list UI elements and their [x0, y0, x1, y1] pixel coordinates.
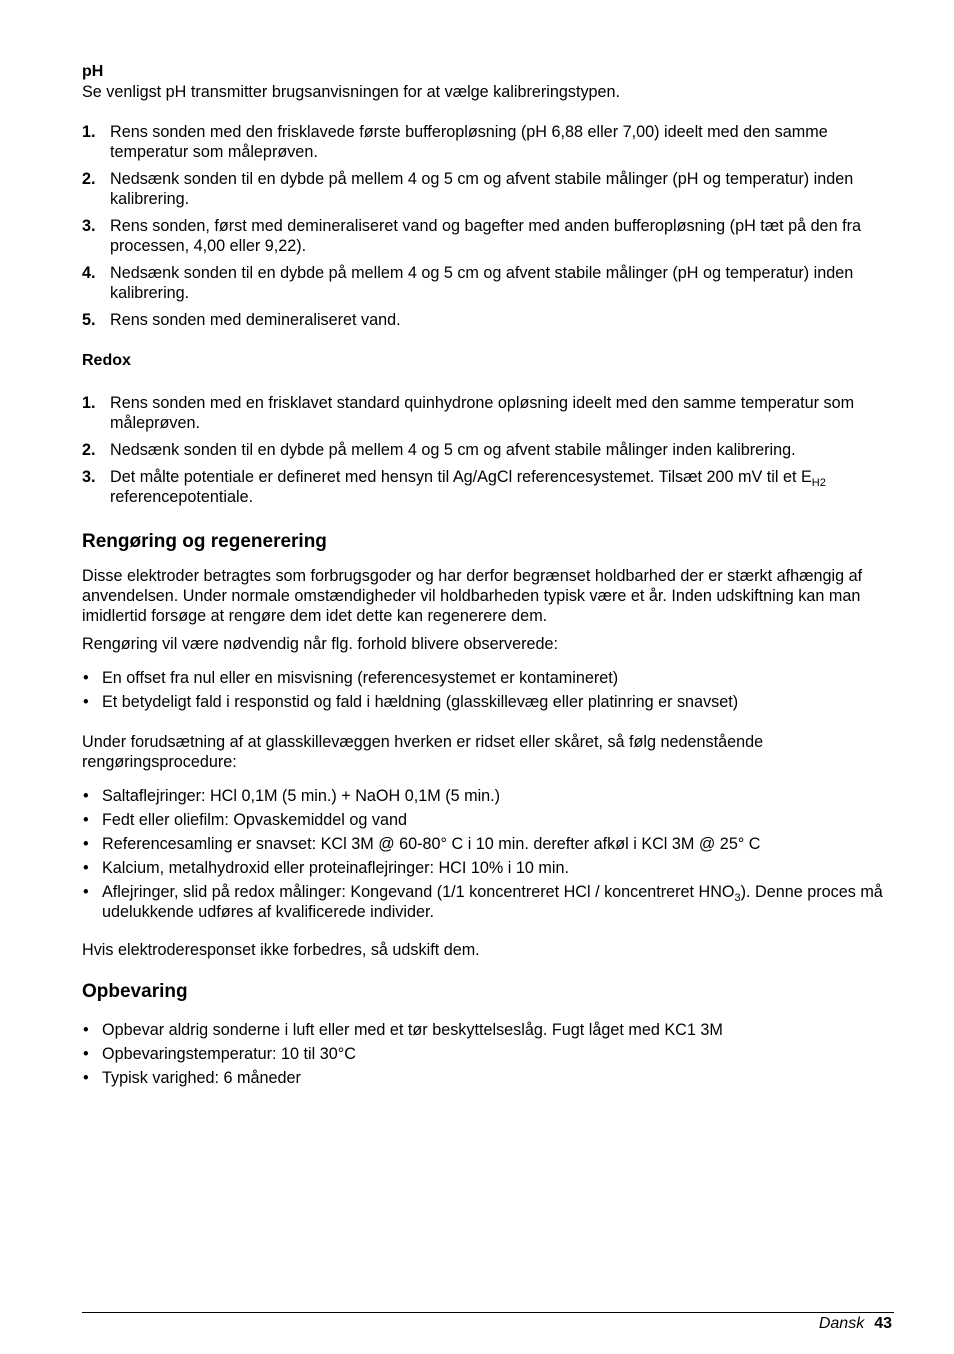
- step-text: Rens sonden med den frisklavede første bufferopløsning (pH 6,88 eller 7,00) ideelt med den samme temperatur som måleprøven.: [110, 123, 828, 161]
- bullet: •: [83, 835, 89, 853]
- list-item: [82, 393, 894, 433]
- storage-list: [82, 1020, 894, 1088]
- item-text: En offset fra nul eller en misvisning (referencesystemet er kontamineret): [102, 669, 619, 687]
- redox-heading: Redox: [82, 352, 131, 369]
- list-item: [82, 169, 894, 209]
- footer-language: Dansk: [818, 1315, 865, 1332]
- bullet: •: [83, 669, 89, 687]
- bullet: •: [83, 859, 89, 877]
- procedures-list: [82, 786, 894, 922]
- footer-text: [819, 1314, 892, 1334]
- ph-steps: [82, 122, 894, 330]
- bullet: •: [83, 1021, 89, 1039]
- list-item: [82, 882, 894, 922]
- step-number: 5.: [82, 311, 96, 329]
- conditions-list: [82, 668, 894, 712]
- list-item: [82, 216, 894, 256]
- list-item: [82, 786, 894, 806]
- list-item: [82, 1020, 894, 1040]
- subscript: H2: [811, 477, 826, 489]
- step-number: 2.: [82, 441, 96, 459]
- bullet: •: [83, 883, 89, 901]
- bullet: •: [83, 693, 89, 711]
- step-number: 1.: [82, 123, 96, 141]
- list-item: [82, 858, 894, 878]
- item-text: Kalcium, metalhydroxid eller proteinaflejringer: HCI 10% i 10 min.: [102, 859, 569, 877]
- step-number: 2.: [82, 170, 96, 188]
- page-number: 43: [874, 1315, 892, 1332]
- step-text: Rens sonden med demineraliseret vand.: [110, 311, 401, 329]
- bullet: •: [83, 1069, 89, 1087]
- storage-heading: Opbevaring: [82, 981, 188, 1002]
- cleaning-para-1: Disse elektroder betragtes som forbrugsgoder og har derfor begrænset holdbarhed der er stærkt afhængig af anvendelsen. Under normale omstændigheder vil holdbarheden typisk være et år. Inden udskiftning kan man imidlertid forsøge at rengøre dem idet dette kan regenerere dem.: [82, 567, 863, 625]
- list-item: [82, 810, 894, 830]
- subscript: 3: [734, 892, 741, 904]
- step-number: 3.: [82, 468, 96, 486]
- item-text: Fedt eller oliefilm: Opvaskemiddel og vand: [102, 811, 408, 829]
- item-text: Saltaflejringer: HCl 0,1M (5 min.) + NaOH 0,1M (5 min.): [102, 787, 501, 805]
- bullet: •: [83, 1045, 89, 1063]
- list-item: [82, 263, 894, 303]
- list-item: [82, 467, 894, 507]
- step-number: 1.: [82, 394, 96, 412]
- list-item: [82, 1068, 894, 1088]
- page-content: [82, 62, 894, 1092]
- item-text: Et betydeligt fald i responstid og fald i hældning (glasskillevæg eller platinring er snavset): [102, 693, 739, 711]
- list-item: [82, 122, 894, 162]
- cleaning-para-4: Hvis elektroderesponset ikke forbedres, så udskift dem.: [82, 941, 480, 959]
- page-footer: [82, 1312, 894, 1332]
- step-text: Nedsænk sonden til en dybde på mellem 4 og 5 cm og afvent stabile målinger inden kalibrering.: [110, 441, 796, 459]
- redox-steps: [82, 393, 894, 507]
- bullet: •: [83, 787, 89, 805]
- list-item: [82, 668, 894, 688]
- list-item: [82, 440, 894, 460]
- list-item: [82, 310, 894, 330]
- item-text: Typisk varighed: 6 måneder: [102, 1069, 301, 1087]
- item-text: Referencesamling er snavset: KCl 3M @ 60-80° C i 10 min. derefter afkøl i KCl 3M @ 25° C: [102, 835, 761, 853]
- step-text: Rens sonden, først med demineraliseret vand og bagefter med anden bufferopløsning (pH tæt på den fra processen, 4,00 eller 9,22).: [110, 217, 862, 255]
- cleaning-heading: Rengøring og regenerering: [82, 531, 327, 552]
- step-text-end: referencepotentiale.: [110, 488, 254, 506]
- step-text: Nedsænk sonden til en dybde på mellem 4 og 5 cm og afvent stabile målinger (pH og temperatur) inden kalibrering.: [110, 264, 854, 302]
- item-text: Opbevar aldrig sonderne i luft eller med et tør beskyttelseslåg. Fugt låget med KC1 3M: [102, 1021, 723, 1039]
- list-item: [82, 692, 894, 712]
- step-text: Det målte potentiale er defineret med hensyn til Ag/AgCl referencesystemet. Tilsæt 200 mV til et E: [110, 468, 812, 486]
- list-item: [82, 834, 894, 854]
- item-text: Opbevaringstemperatur: 10 til 30°C: [102, 1045, 356, 1063]
- cleaning-para-3: Under forudsætning af at glasskillevæggen hverken er ridset eller skåret, så følg nedenstående rengøringsprocedure:: [82, 733, 764, 771]
- ph-intro: Se venligst pH transmitter brugsanvisningen for at vælge kalibreringstypen.: [82, 83, 621, 101]
- item-text: Aflejringer, slid på redox målinger: Kongevand (1/1 koncentreret HCl / koncentreret HNO: [102, 883, 735, 901]
- ph-heading: pH: [82, 63, 104, 80]
- step-number: 4.: [82, 264, 96, 282]
- step-text: Rens sonden med en frisklavet standard quinhydrone opløsning ideelt med den samme temperatur som måleprøven.: [110, 394, 855, 432]
- bullet: •: [83, 811, 89, 829]
- item-text-end: ). Denne proces må udelukkende udføres af kvalificerede individer.: [102, 883, 883, 921]
- cleaning-para-2: Rengøring vil være nødvendig når flg. forhold blivere observerede:: [82, 635, 558, 653]
- list-item: [82, 1044, 894, 1064]
- step-number: 3.: [82, 217, 96, 235]
- step-text: Nedsænk sonden til en dybde på mellem 4 og 5 cm og afvent stabile målinger (pH og temperatur) inden kalibrering.: [110, 170, 854, 208]
